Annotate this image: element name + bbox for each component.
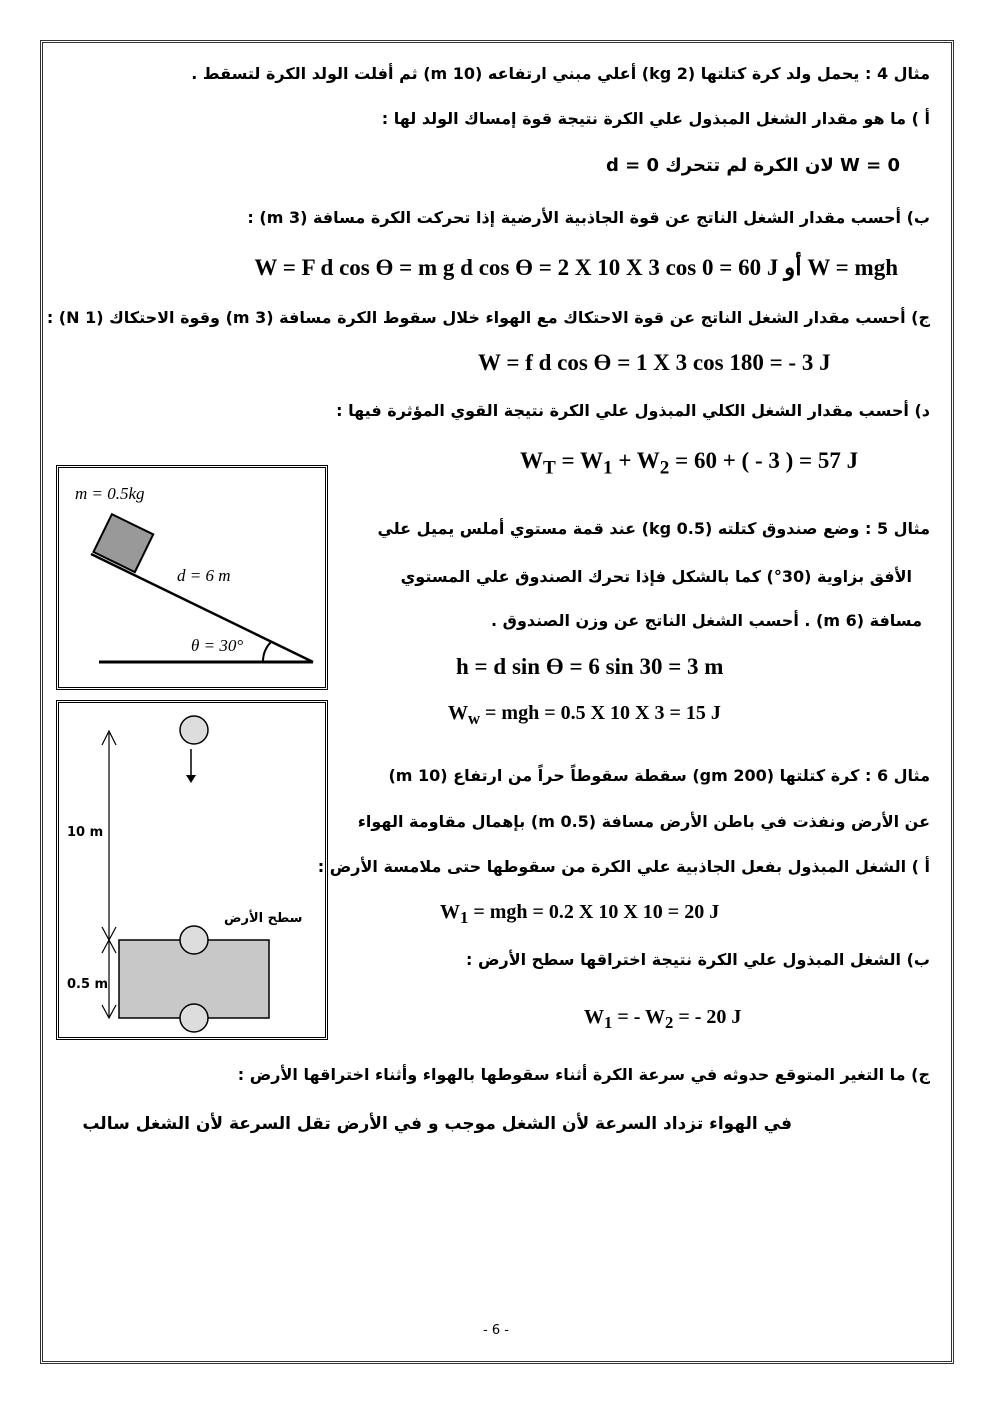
eq-part: W: [448, 702, 468, 724]
ex4-question-b: ب) أحسب مقدار الشغل الناتج عن قوة الجاذبية الأرضية إذا تحركت الكرة مسافة (3 m) :: [247, 208, 930, 227]
eq-sub: 1: [602, 457, 613, 479]
eq-part: = W: [555, 448, 603, 473]
mass-label: m = 0.5kg: [75, 484, 145, 503]
eq-sub: 1: [460, 908, 469, 927]
distance-label: d = 6 m: [177, 566, 231, 585]
ex5-line2: الأفق بزاوية (30°) كما بالشكل فإذا تحرك الصندوق علي المستوي: [400, 567, 912, 586]
depth-label: 0.5 m: [67, 977, 109, 992]
eq-sub: T: [543, 457, 556, 479]
eq-part: W: [520, 448, 543, 473]
eq-sub: 1: [604, 1013, 613, 1032]
ex5-line1: مثال 5 : وضع صندوق كتلته (0.5 kg) عند قمة مستوي أملس يميل علي: [377, 519, 930, 538]
eq-sub: w: [468, 709, 481, 728]
ex4-answer-d: [520, 448, 858, 480]
ex4-question-c: ج) أحسب مقدار الشغل الناتج عن قوة الاحتكاك مع الهواء خلال سقوط الكرة مسافة (3 m) وقوة الاحتكاك (1 N) :: [46, 308, 930, 327]
ex5-work-eq: [448, 702, 721, 729]
ex4-question-a: أ ) ما هو مقدار الشغل المبذول علي الكرة نتيجة قوة إمساك الولد لها :: [381, 109, 930, 128]
eq-part: = mgh = 0.2 X 10 X 10 = 20 J: [468, 901, 720, 923]
ex5-height-eq: h = d sin Ɵ = 6 sin 30 = 3 m: [456, 654, 724, 679]
eq-part: = - 20 J: [673, 1006, 742, 1028]
ex4-answer-c: W = f d cos Ɵ = 1 X 3 cos 180 = - 3 J: [478, 350, 831, 375]
height-label: 10 m: [67, 825, 104, 840]
ex6-question-c: ج) ما التغير المتوقع حدوثه في سرعة الكرة أثناء سقوطها بالهواء وأثناء اختراقها الأرض :: [237, 1065, 930, 1084]
ex4-answer-b: W = mgh أو W = F d cos Ɵ = m g d cos Ɵ = 2 X 10 X 3 cos 0 = 60 J: [254, 255, 898, 280]
angle-label: θ = 30°: [191, 636, 244, 655]
eq-part: W: [584, 1006, 604, 1028]
eq-part: = 60 + ( - 3 ) = 57 J: [669, 448, 859, 473]
ex6-line2: عن الأرض ونفذت في باطن الأرض مسافة (0.5 m) بإهمال مقاومة الهواء: [357, 812, 930, 831]
eq-part: W: [440, 901, 460, 923]
ex4-title: مثال 4 : يحمل ولد كرة كتلتها (2 kg) أعلي مبني ارتفاعه (10 m) ثم أفلت الولد الكرة لتسقط .: [191, 64, 930, 83]
eq-part: = - W: [612, 1006, 666, 1028]
ex6-line1: مثال 6 : كرة كتلتها (200 gm) سقطة سقوطاً حراً من ارتفاع (10 m): [388, 766, 930, 785]
ex4-answer-a: W = 0 لان الكرة لم تتحرك d = 0: [606, 155, 900, 176]
eq-part: + W: [612, 448, 660, 473]
ex6-answer-a: [440, 901, 719, 928]
eq-part: = mgh = 0.5 X 10 X 3 = 15 J: [480, 702, 721, 724]
ex6-answer-b: [584, 1006, 741, 1033]
eq-sub: 2: [665, 1013, 674, 1032]
page-number: - 6 -: [483, 1323, 509, 1338]
eq-sub: 2: [659, 457, 670, 479]
ex4-question-d: د) أحسب مقدار الشغل الكلي المبذول علي الكرة نتيجة القوي المؤثرة فيها :: [336, 401, 930, 420]
ex6-answer-c: في الهواء تزداد السرعة لأن الشغل موجب و في الأرض تقل السرعة لأن الشغل سالب: [82, 1114, 792, 1134]
incline-figure: [56, 465, 328, 690]
ex5-line3: مسافة (6 m) . أحسب الشغل الناتج عن وزن الصندوق .: [491, 611, 922, 630]
ex6-question-b: ب) الشغل المبذول علي الكرة نتيجة اختراقها سطح الأرض :: [466, 950, 930, 969]
falling-ball-figure: [56, 700, 328, 1040]
ground-label: سطح الأرض: [224, 911, 303, 926]
ex6-question-a: أ ) الشغل المبذول بفعل الجاذبية علي الكرة من سقوطها حتى ملامسة الأرض :: [317, 857, 930, 876]
